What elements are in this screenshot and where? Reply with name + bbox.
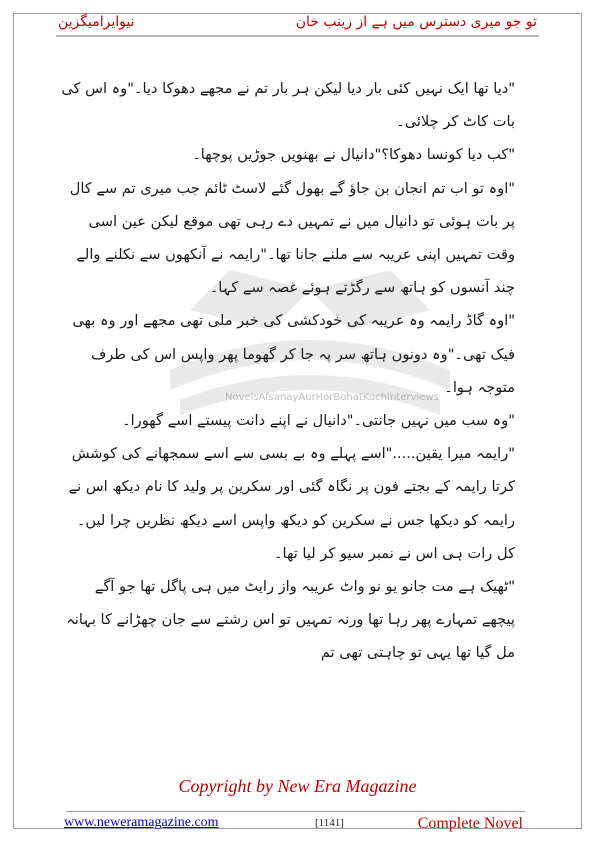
section-label: Complete Novel — [417, 815, 523, 832]
story-body — [60, 72, 515, 670]
footer-divider — [66, 811, 525, 812]
header-divider — [56, 35, 539, 37]
page-number: [1141] — [315, 817, 344, 829]
magazine-name: نیوایرامیگزین — [58, 14, 135, 30]
paragraph: "وہ سب میں نہیں جانتی۔"دانیال نے اپنے دانت پیستے اسے گھورا۔ — [122, 412, 515, 430]
story-title: تو جو میری دسترس میں ہے از زینب خان — [295, 14, 537, 30]
website-link[interactable]: www.neweramagazine.com — [64, 815, 219, 830]
paragraph: "اوہ تو اب تم انجان بن جاؤ گے بھول گئے لاسٹ ٹائم جب میری تم سے کال پر بات ہوئی تو دانیال میں نے تمہیں دے رہی تھی موقع لیکن عین اسی وقت تمہیں اپنی عریبہ سے ملنے جانا تھا۔"رایمہ نے آنکھوں سے نکلنے والے چند آنسوں کو ہاتھ سے رگڑتے ہوئے غصہ سے کہا۔ — [69, 179, 515, 297]
paragraph: "اوہ گاڈ رایمہ وہ عریبہ کی خودکشی کی خبر ملی تھی مجھے اور وہ بھی فیک تھی۔"وہ دونوں ہاتھ سر پہ جا کر گھوما پھر واپس اس کی طرف متوجہ ہوا۔ — [72, 312, 515, 396]
paragraph: "ٹھیک ہے مت جانو یو نو واٹ عریبہ واز رایٹ میں ہی پاگل تھا جو آگے پیچھے تمہارے پھر رہا تھا ورنہ تمہیں تو اس رشتے سے جان چھڑانے کا بہانہ مل گیا تھا یہی تو چاہتی تھی تم — [66, 578, 515, 662]
paragraph: "دیا تھا ایک نہیں کئی بار دیا لیکن ہر بار تم نے مجھے دھوکا دیا۔"وہ اس کی بات کاٹ کر چلائی۔ — [61, 80, 515, 131]
watermark-text: NovelsAfsanayAurHorBohatKuchInterviews — [225, 392, 439, 403]
copyright-notice: Copyright by New Era Magazine — [178, 776, 417, 796]
paragraph: "کب دیا کونسا دھوکا؟"دانیال نے بھنویں جوڑیں پوچھا۔ — [192, 146, 515, 164]
paragraph: "رایمہ میرا یقین....."اسے پہلے وہ بے بسی سے اسے سمجھانے کی کوشش کرتا رایمہ کے بجتے فون پر نگاہ گئی اور سکرین پر ولید کا نام دیکھ اس نے رایمہ کو دیکھا جس نے سکرین کو دیکھ واپس اسے دیکھ نظریں چرا لیں۔ کل رات ہی اس نے نمبر سیو کر لیا تھا۔ — [68, 445, 515, 562]
